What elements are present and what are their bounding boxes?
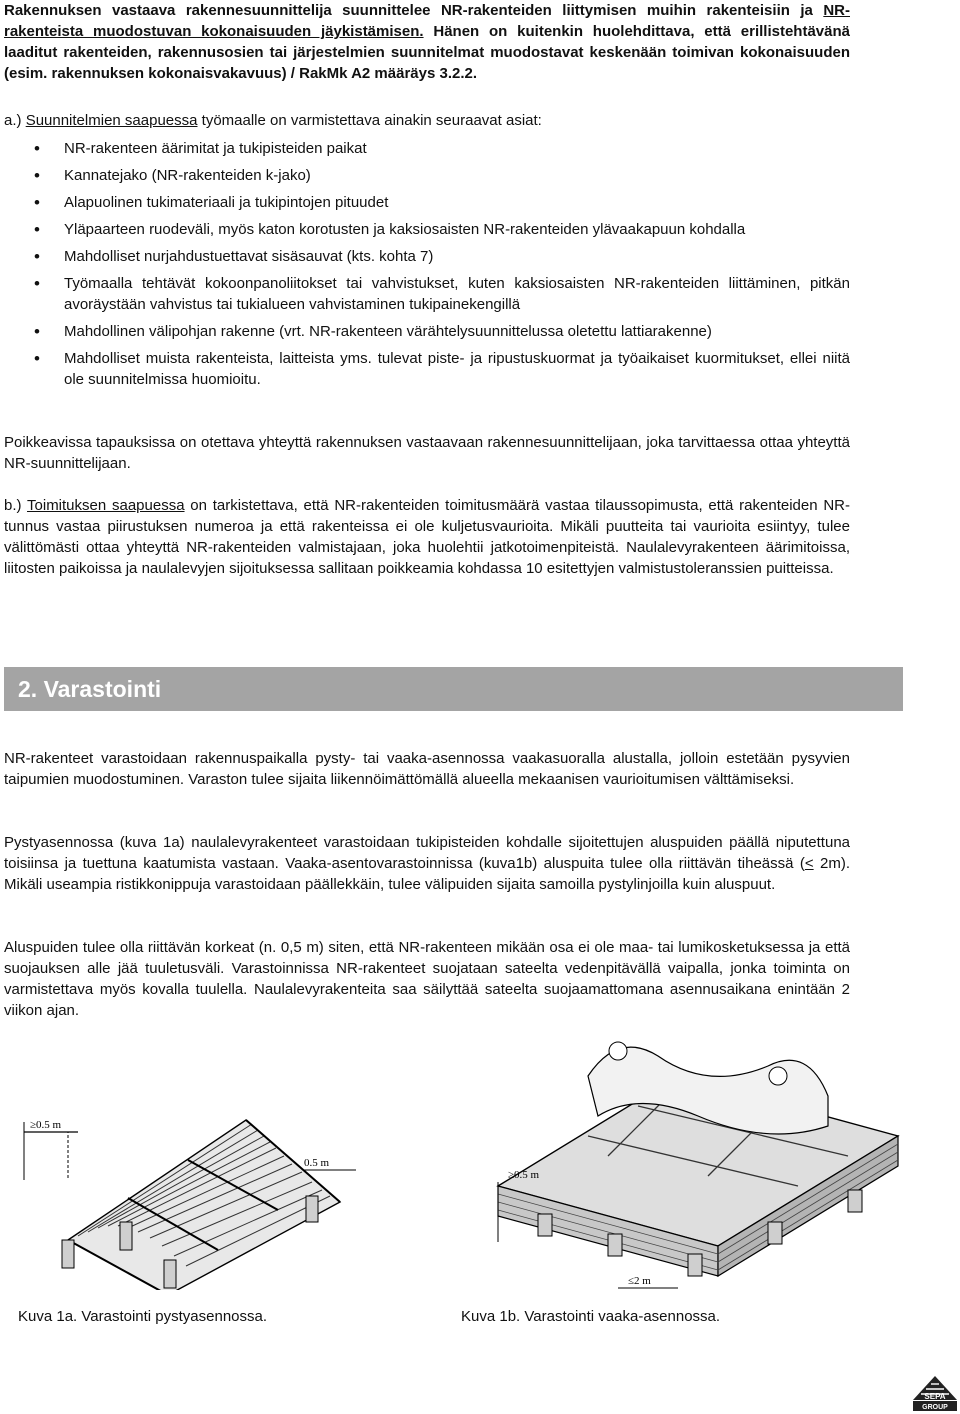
section-b-text: on tarkistettava, että NR-rakenteiden toimitusmäärä vastaa tilaussopimusta, että rakenteiden NR-tunnus vastaa piirustuksen numeroa ja että rakenteissa ei ole kuljetusvaurioita. Mikäli puutteita tai vaurioita esiintyy, tulee välittömästi ottaa yhteyttä NR-rakenteiden valmistajaan, joka huolehtii jatkotoimenpiteistä. Naulalevyrakenteen äärimitoissa, liitosten paikoissa ja naulalevyjen sijoituksessa sallitaan poikkeamia kohdassa 10 esitettyjen valmistustoleranssien puitteissa. — [4, 497, 850, 577]
list-item: • Alapuolinen tukimateriaali ja tukipintojen pituudet — [0, 192, 850, 213]
section-b-underlined: Toimituksen saapuessa — [27, 497, 185, 514]
intro-underlined: NR-rakenteista muodostuvan kokonaisuuden jäykistämisen. — [4, 2, 850, 40]
checklist — [0, 138, 850, 390]
list-item: • Mahdolliset muista rakenteista, laitteista yms. tulevat piste- ja ripustuskuormat ja työaikaiset kuormitukset, ellei niitä ole suunnitelmissa huomioitu. — [0, 348, 850, 390]
sepa-group-logo — [913, 1376, 957, 1411]
intro-text-2: Hänen on kuitenkin huolehdittava, että erillistehtävänä laaditut rakenteiden, rakennusosien tai järjestelmien suunnitelmat muodostavat keskenään toimivan kokonaisuuden (esim. rakennuksen kokonaisvakavuus) / RakMk A2 määräys 3.2.2. — [4, 23, 850, 82]
list-item: • Työmaalla tehtävät kokoonpanoliitokset tai vahvistukset, kuten kaksiosaisten NR-rakenteiden liittäminen, pitkän avoräystään vahvistus tai tukialueen vahvistaminen tukipainekengillä — [0, 273, 850, 315]
dim-label-min: ≥0.5 m — [508, 1169, 540, 1181]
dim-label-min: ≥0.5 m — [30, 1119, 62, 1131]
logo-text-2: GROUP — [922, 1404, 948, 1411]
section-b-paragraph — [4, 495, 850, 579]
intro-paragraph — [4, 0, 850, 84]
section-a-underlined: Suunnitelmien saapuessa — [25, 112, 198, 129]
section-b-prefix: b.) — [4, 497, 22, 514]
list-item: • Mahdollinen välipohjan rakenne (vrt. NR-rakenteen värähtelysuunnittelussa oletettu lattiarakenne) — [0, 321, 850, 342]
figure-vertical-storage — [8, 1090, 378, 1290]
figure-horizontal-storage — [468, 1036, 908, 1296]
section-a-prefix: a.) — [4, 112, 22, 129]
logo-text-1: SEPA — [924, 1392, 946, 1401]
storage-p2-text-1: Pystyasennossa (kuva 1a) naulalevyrakenteet varastoidaan tukipisteiden kohdalle sijoitettujen aluspuiden päällä niputettuna toisiinsa ja tuettuna kaatumista vastaan. Vaaka-asentovarastoinnissa (kuva1b) aluspuita tulee olla riittävän tiheässä ( — [4, 834, 850, 872]
section-heading: 2. Varastointi — [4, 667, 903, 711]
storage-paragraph-1: NR-rakenteet varastoidaan rakennuspaikalla pysty- tai vaaka-asennossa vaakasuoralla alustalla, jolloin estetään pysyvien taipumien muodostuminen. Varaston tulee sijaita liikennöimättömällä alueella mekaanisen vaurioitumisen välttämiseksi. — [4, 750, 850, 788]
list-item: • NR-rakenteen äärimitat ja tukipisteiden paikat — [0, 138, 850, 159]
section-a-lead — [4, 110, 850, 131]
storage-paragraph-3: Aluspuiden tulee olla riittävän korkeat (n. 0,5 m) siten, että NR-rakenteen mikään osa ei ole maa- tai lumikosketuksessa ja että suojauksen alle jää tuuletusväli. Varastoinnissa NR-rakenteet suojataan sateelta vedenpitävällä vaipalla, jonka toiminta on varmistettava myös kovalla tuulella. Naulalevyrakenteita saa säilyttää sateelta suojaamattomana asennusaikana enintään 2 viikon ajan. — [4, 939, 850, 1019]
list-item: • Kannatejako (NR-rakenteiden k-jako) — [0, 165, 850, 186]
list-item: • Yläpaarteen ruodeväli, myös katon korotusten ja kaksiosaisten NR-rakenteiden ylävaakapuun kohdalla — [0, 219, 850, 240]
dim-label-gap: 0.5 m — [304, 1157, 330, 1169]
storage-p2-text-2: 2m). Mikäli useampia ristikkonippuja varastoidaan päällekkäin, tulee välipuiden sijaita samoilla pystylinjoilla kuin aluspuut. — [4, 855, 851, 893]
figure-caption-1b: Kuva 1b. Varastointi vaaka-asennossa. — [461, 1308, 721, 1325]
section-a-text: työmaalle on varmistettava ainakin seuraavat asiat: — [197, 112, 542, 129]
poikkeavissa-paragraph: Poikkeavissa tapauksissa on otettava yhteyttä rakennuksen vastaavaan rakennesuunnittelijaan, joka tarvittaessa ottaa yhteyttä NR-suunnittelijaan. — [4, 434, 850, 472]
less-than-symbol: < — [804, 855, 814, 872]
dim-label-spacing: ≤2 m — [628, 1275, 651, 1287]
storage-paragraph-2 — [4, 832, 850, 895]
figure-caption-1a: Kuva 1a. Varastointi pystyasennossa. — [18, 1308, 268, 1325]
list-item: • Mahdolliset nurjahdustuettavat sisäsauvat (kts. kohta 7) — [0, 246, 850, 267]
intro-text-1: Rakennuksen vastaava rakennesuunnittelija suunnittelee NR-rakenteiden liittymisen muihin rakenteisiin ja — [4, 2, 824, 19]
